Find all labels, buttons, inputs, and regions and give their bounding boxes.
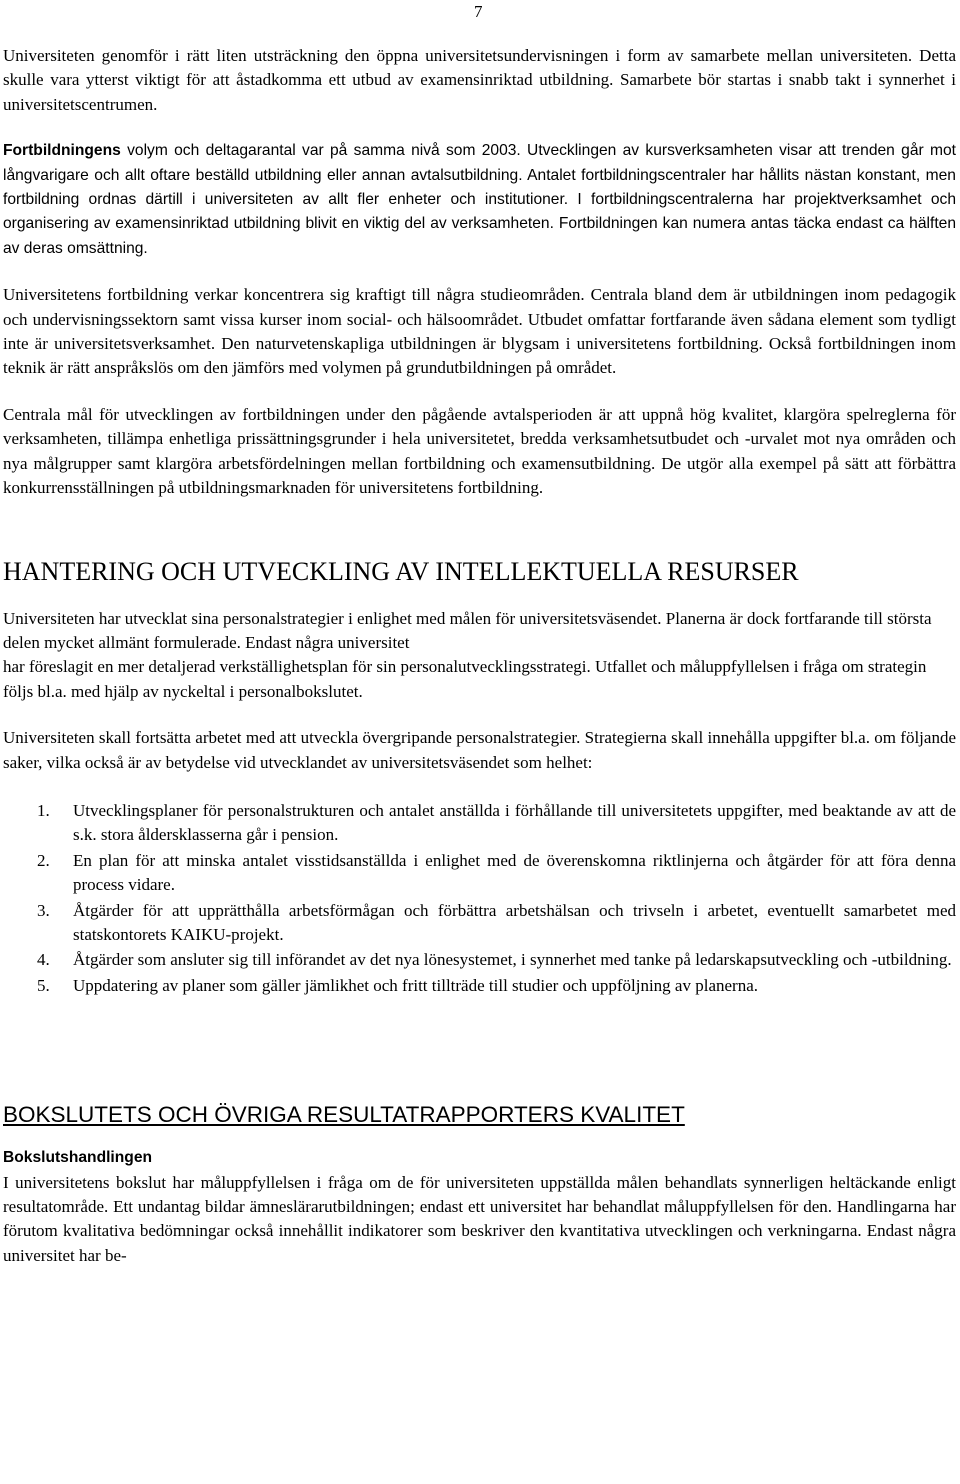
- list-item: [3, 948, 956, 972]
- list-text: Utvecklingsplaner för personalstrukturen och antalet anställda i förhållande till universitetets uppgifter, med beaktande av att de s.k. stora åldersklasserna går i pension.: [73, 800, 956, 845]
- section-heading: HANTERING OCH UTVECKLING AV INTELLEKTUELLA RESURSER: [3, 556, 799, 586]
- list-item: [3, 799, 956, 848]
- section-heading: BOKSLUTETS OCH ÖVRIGA RESULTATRAPPORTERS KVALITET: [3, 1102, 685, 1128]
- list-item: [3, 899, 956, 948]
- subheading: Bokslutshandlingen: [3, 1149, 153, 1167]
- list-number: 1.: [37, 800, 50, 820]
- list-text: Uppdatering av planer som gäller jämlikhet och fritt tillträde till studier och uppföljning av planerna.: [73, 975, 758, 995]
- paragraph: [3, 607, 956, 705]
- paragraph: Centrala mål för utvecklingen av fortbildningen under den pågående avtalsperioden är att uppnå hög kvalitet, klargöra spelreglerna för verksamheten, tillämpa enhetliga prissättningsgrunder i hela universitetet, bredda verksamhetsutbudet och -urvalet mot nya områden och nya målgrupper samt klargöra arbetsfördelningen mellan fortbildning och examensutbildning. De utgör alla exempel på sätt att förbättra konkurrensställningen på utbildningsmarknaden för universitetens fortbildning.: [3, 404, 956, 498]
- list-item: [3, 974, 956, 998]
- list-number: 3.: [37, 900, 50, 920]
- list-text: Åtgärder som ansluter sig till införandet av det nya lönesystemet, i synnerhet med tanke på ledarskapsutveckling och -utbildning.: [73, 950, 952, 970]
- list-item: [3, 849, 956, 898]
- document-body: [3, 44, 956, 1268]
- paragraph: Universiteten skall fortsätta arbetet med att utveckla övergripande personalstrategier. Strategierna skall innehålla uppgifter bl.a. om följande saker, vilka också är av betydelse vid utvecklandet av universitetsväsendet som helhet:: [3, 728, 956, 772]
- numbered-list: [3, 799, 956, 998]
- list-text: Åtgärder för att upprätthålla arbetsförmågan och förbättra arbetshälsan och trivseln i arbetet, eventuellt samarbetet med statskontorets KAIKU-projekt.: [73, 900, 956, 944]
- list-number: 5.: [37, 975, 50, 995]
- paragraph: I universitetens bokslut har måluppfyllelsen i fråga om de för universiteten uppställda målen behandlats synnerligen heltäckande enligt resultatområde. Ett undantag bildar ämneslärarutbildningen; endast ett universitet har behandlat måluppfyllelsen för den. Handlingarna har förutom kvalitativa bedömningar också innehållit indikatorer som beskriver den kvantitativa utvecklingen och verkningarna. Endast några universitet har be-: [3, 1172, 956, 1265]
- paragraph-line: Universiteten har utvecklat sina personalstrategier i enlighet med målen för universitetsväsendet. Planerna är dock fortfarande till största delen mycket allmänt formulerade. Endast några universitet: [3, 608, 932, 652]
- paragraph: Universiteten genomför i rätt liten utsträckning den öppna universitetsundervisningen i form av samarbete mellan universiteten. Detta skulle vara ytterst viktigt för att åstadkomma ett utbud av examensinriktad utbildning. Samarbete bör startas i snabb takt i synnerhet i universitetscentrumen.: [3, 46, 956, 114]
- paragraph: Universitetens fortbildning verkar koncentrera sig kraftigt till några studieområden. Centrala bland dem är utbildningen inom pedagogik och undervisningssektorn samt vissa kurser inom social- och hälsoområdet. Utbudet omfattar fortfarande även sådana element som tydligt inte är universitetsverksamhet. Den naturvetenskapliga utbildningen är blygsam i universitetens fortbildning. Också fortbildningen inom teknik är rätt anspråkslös om den jämförs med volymen på grundutbildningen på området.: [3, 285, 956, 378]
- list-number: 4.: [37, 950, 50, 970]
- page-number: 7: [474, 2, 483, 21]
- list-number: 2.: [37, 850, 50, 870]
- paragraph-fortbildning: [3, 139, 956, 261]
- paragraph-text: volym och deltagarantal var på samma nivå som 2003. Utvecklingen av kursverksamheten visar att trenden går mot långvarigare och allt oftare beställd utbildning eller annan avtalsutbildning. Antalet fortbildningscentraler har hållits nästan konstant, men fortbildning ordnas därtill i universiteten av allt fler enheter och institutioner. I fortbildningscentralerna har projektverksamhet och organisering av examensinriktad utbildning blivit en viktig del av verksamheten. Fortbildningen kan numera antas täcka endast ca hälften av deras omsättning.: [3, 142, 956, 257]
- bold-term: Fortbildningens: [3, 142, 121, 160]
- list-text: En plan för att minska antalet visstidsanställda i enlighet med de överenskomna riktlinjerna och åtgärder för att föra denna process vidare.: [73, 850, 956, 895]
- paragraph-line: har föreslagit en mer detaljerad verkställighetsplan för sin personalutvecklingsstrategi. Utfallet och måluppfyllelsen i fråga om strategin följs bl.a. med hjälp av nyckeltal i personalbokslutet.: [3, 657, 927, 701]
